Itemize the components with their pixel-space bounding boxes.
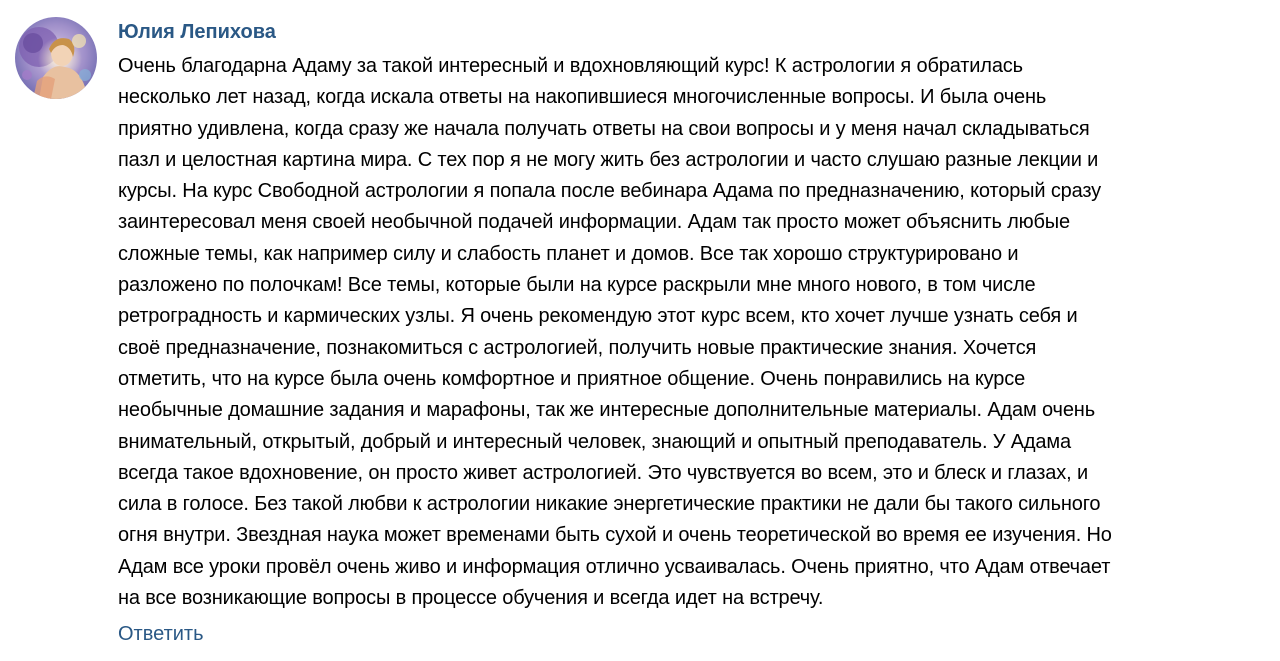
comment-text-line: приятно удивлена, когда сразу же начала получать ответы на свои вопросы и у меня начал складываться bbox=[118, 117, 1090, 140]
comment-text-line: на все возникающие вопросы в процессе обучения и всегда идет на встречу. bbox=[118, 587, 824, 610]
comment-text-line: Адам все уроки провёл очень живо и информация отлично усваивалась. Очень приятно, что Адам отвечает bbox=[118, 555, 1111, 578]
comment-text bbox=[118, 51, 1268, 614]
comment-text-line: разложено по полочкам! Все темы, которые были на курсе раскрыли мне много нового, в том числе bbox=[118, 274, 1036, 297]
reply-link[interactable]: Ответить bbox=[118, 623, 204, 645]
user-avatar-photo-icon bbox=[15, 17, 97, 99]
comment-text-line: несколько лет назад, когда искала ответы на накопившиеся многочисленные вопросы. И была очень bbox=[118, 86, 1047, 109]
author-name[interactable]: Юлия Лепихова bbox=[118, 21, 276, 43]
comment-text-line: ретроградность и кармических узлы. Я очень рекомендую этот курс всем, кто хочет лучше узнать себя и bbox=[118, 305, 1078, 328]
comment-text-line: отметить, что на курсе была очень комфортное и приятное общение. Очень понравились на курсе bbox=[118, 367, 1026, 390]
comment-text-line: огня внутри. Звездная наука может временами быть сухой и очень теоретической во время ее изучения. Но bbox=[118, 524, 1112, 547]
comment-text-line: заинтересовал меня своей необычной подачей информации. Адам так просто может объяснить любые bbox=[118, 211, 1070, 234]
comment-text-line: курсы. На курс Свободной астрологии я попала после вебинара Адама по предназначению, который сразу bbox=[118, 180, 1102, 203]
comment-text-line: пазл и целостная картина мира. С тех пор я не могу жить без астрологии и часто слушаю разные лекции и bbox=[118, 148, 1099, 171]
avatar[interactable] bbox=[15, 17, 97, 99]
comment-text-line: своё предназначение, познакомиться с астрологией, получить новые практические знания. Хочется bbox=[118, 336, 1037, 359]
comment-text-line: необычные домашние задания и марафоны, так же интересные дополнительные материалы. Адам очень bbox=[118, 399, 1095, 422]
comment-text-line: всегда такое вдохновение, он просто живет астрологией. Это чувствуется во всем, это и блеск и глазах, и bbox=[118, 461, 1088, 484]
comment-text-line: внимательный, открытый, добрый и интересный человек, знающий и опытный преподаватель. У Адама bbox=[118, 430, 1071, 453]
comment-text-line: Очень благодарна Адаму за такой интересный и вдохновляющий курс! К астрологии я обратилась bbox=[118, 55, 1023, 77]
comment-text-line: сложные темы, как например силу и слабость планет и домов. Все так хорошо структурировано и bbox=[118, 242, 1019, 265]
comment-text-line: сила в голосе. Без такой любви к астрологии никакие энергетические практики не дали бы такого сильного bbox=[118, 493, 1101, 516]
